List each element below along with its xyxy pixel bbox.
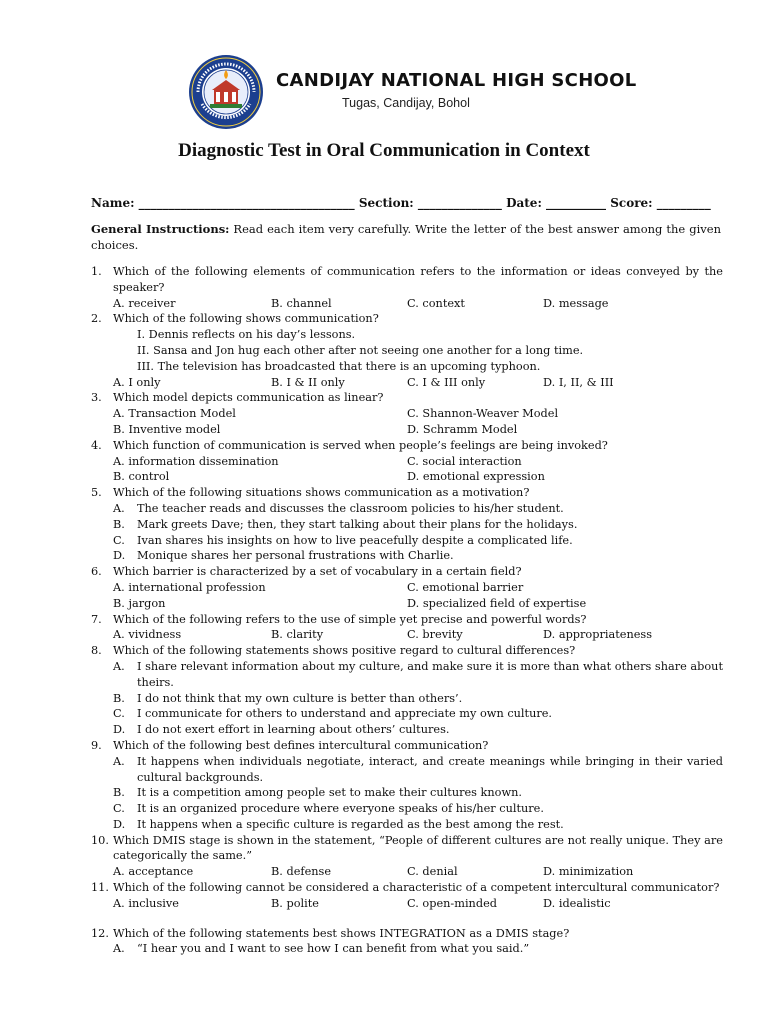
question-number: 12. — [91, 926, 109, 940]
question-item — [91, 390, 723, 437]
answer-choice: B. I & II only — [271, 375, 345, 389]
choice-letter: D. — [113, 723, 126, 737]
question-item — [91, 438, 723, 485]
student-info-line: Name: ____________________________________ Section: ______________ Date: __________ Score: _________ — [91, 196, 711, 210]
answer-choice: D. idealistic — [543, 896, 611, 910]
answer-choice — [113, 533, 723, 549]
answer-choice — [113, 691, 723, 707]
choice-text: Monique shares her personal frustrations with Charlie. — [137, 549, 454, 563]
choices-row — [113, 296, 723, 312]
question-statement: II. Sansa and Jon hug each other after not seeing one another for a long time. — [137, 343, 584, 357]
question-text: Which barrier is characterized by a set of vocabulary in a certain field? — [113, 565, 522, 579]
answer-choice: D. message — [543, 296, 609, 310]
answer-choice: C. brevity — [407, 628, 463, 642]
question-item — [91, 564, 723, 611]
question-item — [91, 264, 723, 311]
answer-choice: A. inclusive — [113, 896, 179, 910]
choice-letter: B. — [113, 691, 125, 705]
answer-choice — [113, 548, 723, 564]
answer-choice — [113, 722, 723, 738]
answer-choice: B. polite — [271, 896, 319, 910]
answer-choice — [113, 706, 723, 722]
answer-choice: A. international profession — [113, 580, 266, 594]
question-number: 8. — [91, 644, 102, 658]
question-item — [91, 485, 723, 564]
choice-letter: A. — [113, 942, 125, 956]
question-number: 5. — [91, 486, 102, 500]
answer-choice: D. emotional expression — [407, 470, 545, 484]
answer-choice: A. acceptance — [113, 865, 194, 879]
answer-choice — [113, 801, 723, 817]
choice-text: I share relevant information about my culture, and make sure it is more than what others share about theirs. — [137, 659, 723, 689]
question-text: Which of the following refers to the use of simple yet precise and powerful words? — [113, 612, 587, 626]
answer-choice — [113, 501, 723, 517]
choice-text: “I hear you and I want to see how I can benefit from what you said.” — [137, 942, 530, 956]
question-number: 7. — [91, 612, 102, 626]
question-statement: I. Dennis reflects on his day’s lessons. — [137, 328, 356, 342]
question-number: 3. — [91, 391, 102, 405]
choices-row — [113, 896, 723, 912]
question-item — [91, 880, 723, 912]
choice-letter: C. — [113, 533, 125, 547]
question-text: Which of the following cannot be considered a characteristic of a competent intercultural communicator? — [113, 881, 720, 895]
answer-choice: B. defense — [271, 865, 332, 879]
answer-choice: C. I & III only — [407, 375, 486, 389]
question-text: Which of the following best defines intercultural communication? — [113, 738, 489, 752]
test-title: Diagnostic Test in Oral Communication in Context — [178, 140, 590, 161]
choices-row — [113, 580, 723, 596]
question-number: 10. — [91, 833, 109, 847]
choice-letter: A. — [113, 501, 125, 515]
answer-choice — [113, 659, 723, 691]
question-text: Which model depicts communication as linear? — [113, 391, 384, 405]
answer-choice: D. appropriateness — [543, 628, 652, 642]
question-text: Which of the following situations shows communication as a motivation? — [113, 486, 530, 500]
question-text: Which of the following statements shows positive regard to cultural differences? — [113, 644, 576, 658]
general-instructions — [91, 222, 721, 253]
school-name: CANDIJAY NATIONAL HIGH SCHOOL — [276, 70, 637, 91]
answer-choice: A. vividness — [113, 628, 182, 642]
choice-text: I do not think that my own culture is better than others’. — [137, 691, 463, 705]
choice-text: I do not exert effort in learning about others’ cultures. — [137, 723, 450, 737]
choice-letter: D. — [113, 817, 126, 831]
answer-choice: B. jargon — [113, 596, 166, 610]
answer-choice — [113, 754, 723, 786]
question-text: Which function of communication is served when people’s feelings are being invoked? — [113, 438, 608, 452]
question-text: Which of the following statements best shows INTEGRATION as a DMIS stage? — [113, 926, 570, 940]
choices-row — [113, 454, 723, 470]
choice-letter: B. — [113, 517, 125, 531]
question-text: Which DMIS stage is shown in the statement, “People of different cultures are not really unique. They are categorically the same.” — [113, 833, 723, 863]
question-item — [91, 833, 723, 880]
choices-row — [113, 422, 723, 438]
choices-row — [113, 469, 723, 485]
answer-choice — [113, 817, 723, 833]
answer-choice — [113, 941, 723, 957]
choice-letter: B. — [113, 786, 125, 800]
question-number: 9. — [91, 738, 102, 752]
answer-choice: D. Schramm Model — [407, 422, 518, 436]
question-text: Which of the following elements of communication refers to the information or ideas conveyed by the speaker? — [113, 265, 723, 294]
choice-text: I communicate for others to understand and appreciate my own culture. — [137, 707, 553, 721]
choice-text: It is a competition among people set to make their cultures known. — [137, 786, 523, 800]
question-item — [91, 311, 723, 390]
answer-choice: C. Shannon-Weaver Model — [407, 407, 559, 421]
choices-row — [113, 627, 723, 643]
question-text: Which of the following shows communication? — [113, 312, 379, 326]
instructions-label: General Instructions: — [91, 222, 230, 236]
choice-text: It is an organized procedure where everyone speaks of his/her culture. — [137, 802, 544, 816]
answer-choice — [113, 785, 723, 801]
answer-choice: B. control — [113, 470, 170, 484]
choice-letter: A. — [113, 659, 125, 673]
answer-choice: A. Transaction Model — [113, 407, 236, 421]
answer-choice: C. open-minded — [407, 896, 497, 910]
answer-choice: C. denial — [407, 865, 458, 879]
question-spacer — [91, 912, 723, 926]
choice-text: Ivan shares his insights on how to live peacefully despite a complicated life. — [137, 533, 573, 547]
answer-choice: B. channel — [271, 296, 332, 310]
answer-choice: A. information dissemination — [113, 454, 279, 468]
question-number: 6. — [91, 565, 102, 579]
instructions-text: Read each item very carefully. Write the letter of the best answer among the given choices. — [91, 222, 721, 252]
choice-text: The teacher reads and discusses the classroom policies to his/her student. — [137, 501, 564, 515]
question-item — [91, 643, 723, 738]
question-number: 11. — [91, 881, 109, 895]
answer-choice: B. clarity — [271, 628, 324, 642]
question-statement: III. The television has broadcasted that there is an upcoming typhoon. — [137, 359, 541, 373]
question-number: 2. — [91, 312, 102, 326]
school-address: Tugas, Candijay, Bohol — [342, 96, 470, 110]
choices-row — [113, 406, 723, 422]
school-seal-logo — [188, 54, 264, 130]
choice-text: It happens when individuals negotiate, interact, and create meanings while bringing in their varied cultural backgrounds. — [137, 754, 723, 784]
choice-letter: C. — [113, 707, 125, 721]
answer-choice: A. receiver — [113, 296, 176, 310]
question-list — [91, 264, 723, 957]
choice-text: Mark greets Dave; then, they start talking about their plans for the holidays. — [137, 517, 578, 531]
question-item — [91, 738, 723, 833]
choice-letter: C. — [113, 802, 125, 816]
answer-choice: C. context — [407, 296, 465, 310]
answer-choice — [113, 517, 723, 533]
choice-text: It happens when a specific culture is regarded as the best among the rest. — [137, 817, 564, 831]
answer-choice: A. I only — [113, 375, 161, 389]
answer-choice: D. I, II, & III — [543, 375, 614, 389]
answer-choice: B. Inventive model — [113, 422, 221, 436]
answer-choice: D. specialized field of expertise — [407, 596, 587, 610]
choice-letter: A. — [113, 754, 125, 768]
choice-letter: D. — [113, 549, 126, 563]
answer-choice: D. minimization — [543, 865, 634, 879]
choices-row — [113, 864, 723, 880]
choices-row — [113, 375, 723, 391]
question-item — [91, 926, 723, 958]
question-number: 1. — [91, 265, 102, 278]
answer-choice: C. emotional barrier — [407, 580, 524, 594]
question-item — [91, 612, 723, 644]
answer-choice: C. social interaction — [407, 454, 522, 468]
choices-row — [113, 596, 723, 612]
question-number: 4. — [91, 438, 102, 452]
